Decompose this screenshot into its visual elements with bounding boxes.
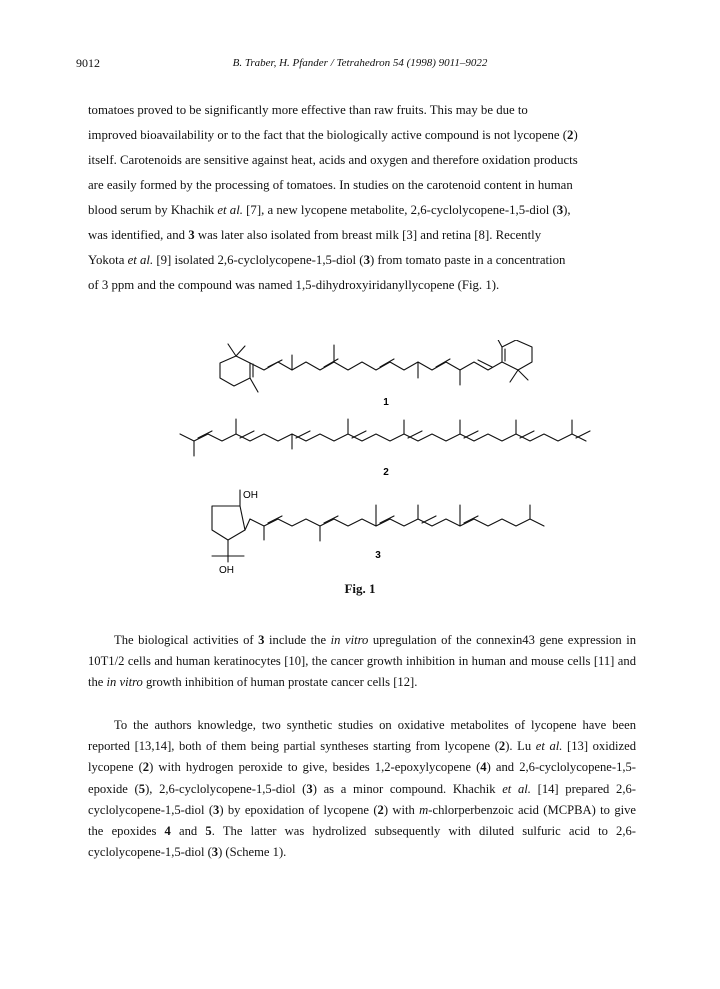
text-line: itself. Carotenoids are sensitive against heat, acids and oxygen and therefore oxidation products — [88, 153, 578, 167]
paragraph-synthetic-studies: To the authors knowledge, two synthetic studies on oxidative metabolites of lycopene have been reported [13,14], both of them being partial syntheses starting from lycopene (2). Lu et al. [13] oxidized lycopene (2) with hydrogen peroxide to give, besides 1,2-epoxylycopene (4) and 2,6-cyclolycopene-1,5-epoxide (5), 2,6-cyclolycopene-1,5-diol (3) as a minor compound. Khachik et al. [14] prepared 2,6-cyclolycopene-1,5-diol (3) by epoxidation of lycopene (2) with m-chlorperbenzoic acid (MCPBA) to give the epoxides 4 and 5. The latter was hydrolized subsequently with diluted sulfuric acid to 2,6-cyclolycopene-1,5-diol (3) (Scheme 1). — [88, 718, 636, 860]
hydroxyl-label-bottom: OH — [219, 565, 234, 576]
compound-label-1: 1 — [383, 397, 389, 408]
structure-compound-1 — [220, 340, 532, 392]
structure-compound-2 — [180, 419, 590, 456]
compound-label-2: 2 — [383, 467, 389, 478]
figure-caption: Fig. 1 — [344, 581, 376, 596]
text-line: tomatoes proved to be significantly more effective than raw fruits. This may be due to — [88, 103, 528, 117]
text-line: Yokota et al. [9] isolated 2,6-cyclolycopene-1,5-diol (3) from tomato paste in a concentration — [88, 253, 566, 267]
figure-structures — [0, 340, 720, 610]
paragraph-biological-activities: The biological activities of 3 include the in vitro upregulation of the connexin43 gene expression in 10T1/2 cells and human keratinocytes [10], the cancer growth inhibition in human and mouse cells [11] and the in vitro growth inhibition of human prostate cancer cells [12]. — [88, 633, 636, 690]
text-line: are easily formed by the processing of tomatoes. In studies on the carotenoid content in human — [88, 178, 573, 192]
hydroxyl-label-top: OH — [243, 490, 258, 501]
text-line: improved bioavailability or to the fact that the biologically active compound is not lycopene (2) — [88, 128, 578, 142]
compound-label-3: 3 — [375, 550, 381, 561]
running-head: B. Traber, H. Pfander / Tetrahedron 54 (1998) 9011–9022 — [232, 57, 488, 69]
page-number: 9012 — [76, 56, 100, 70]
text-line: was identified, and 3 was later also isolated from breast milk [3] and retina [8]. Recently — [88, 228, 542, 242]
text-line: blood serum by Khachik et al. [7], a new lycopene metabolite, 2,6-cyclolycopene-1,5-diol (3), — [88, 203, 571, 217]
text-line: of 3 ppm and the compound was named 1,5-dihydroxyiridanyllycopene (Fig. 1). — [88, 278, 500, 292]
